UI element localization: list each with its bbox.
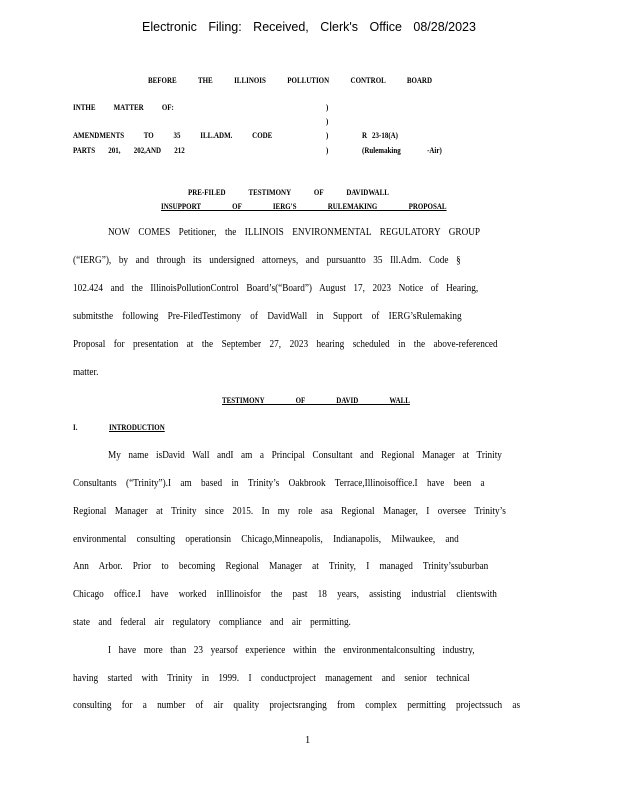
paragraph-line: Chicago office.I have worked inIllinoisfor the past 18 years, assisting industrial clientswith [73,589,497,600]
paragraph-line: Consultants (“Trinity”).I am based in Trinity’s Oakbrook Terrace,Illinoisoffice.I have been a [73,478,485,489]
amendments-line-1: AMENDMENTS TO 35 ILL.ADM. CODE [73,130,273,140]
amendments-line-2: PARTS 201, 202,AND 212 [73,145,185,155]
paragraph-line: I have more than 23 yearsof experience within the environmentalconsulting industry, [108,645,475,656]
caption-bracket: ) [326,116,329,126]
caption-bracket: ) [326,130,329,140]
paragraph-line: Ann Arbor. Prior to becoming Regional Manager at Trinity, I managed Trinity’ssuburban [73,561,489,572]
paragraph-line: My name isDavid Wall andI am a Principal Consultant and Regional Manager at Trinity [108,450,502,461]
filing-stamp: Electronic Filing: Received, Clerk's Office 08/28/2023 [142,20,476,34]
section-number: I. [73,422,78,432]
paragraph-line: state and federal air regulatory compliance and air permitting. [73,617,351,628]
document-title-line-2: INSUPPORT OF IERG'S RULEMAKING PROPOSAL [161,201,447,211]
intro-line: submitsthe following Pre-FiledTestimony of DavidWall in Support of IERG’sRulemaking [73,311,462,322]
paragraph-line: having started with Trinity in 1999. I conductproject management and senior technical [73,673,470,684]
docket-type: (Rulemaking -Air) [362,145,442,155]
page-number: 1 [305,735,311,746]
paragraph-line: consulting for a number of air quality projectsranging from complex permitting projectssuch as [73,700,521,711]
in-the-matter-label: INTHE MATTER OF: [73,102,174,112]
testimony-heading: TESTIMONY OF DAVID WALL [222,395,410,405]
document-title-line-1: PRE-FILED TESTIMONY OF DAVIDWALL [188,187,389,197]
paragraph-line: environmental consulting operationsin Chicago,Minneapolis, Indianapolis, Milwaukee, and [73,534,459,545]
paragraph-line: Regional Manager at Trinity since 2015. In my role asa Regional Manager, I oversee Trinity’s [73,506,506,517]
intro-line: NOW COMES Petitioner, the ILLINOIS ENVIRONMENTAL REGULATORY GROUP [108,227,481,238]
intro-line: Proposal for presentation at the September 27, 2023 hearing scheduled in the above-referenced [73,339,498,350]
intro-line: matter. [73,367,99,378]
intro-line: 102.424 and the IllinoisPollutionControl Board’s(“Board”) August 17, 2023 Notice of Hearing, [73,283,479,294]
board-caption: BEFORE THE ILLINOIS POLLUTION CONTROL BOARD [148,75,432,85]
intro-line: (“IERG”), by and through its undersigned attorneys, and pursuantto 35 Ill.Adm. Code § [73,255,461,266]
caption-bracket: ) [326,145,329,155]
docket-number: R 23-18(A) [362,130,399,140]
caption-bracket: ) [326,102,329,112]
section-title: INTRODUCTION [109,422,165,432]
